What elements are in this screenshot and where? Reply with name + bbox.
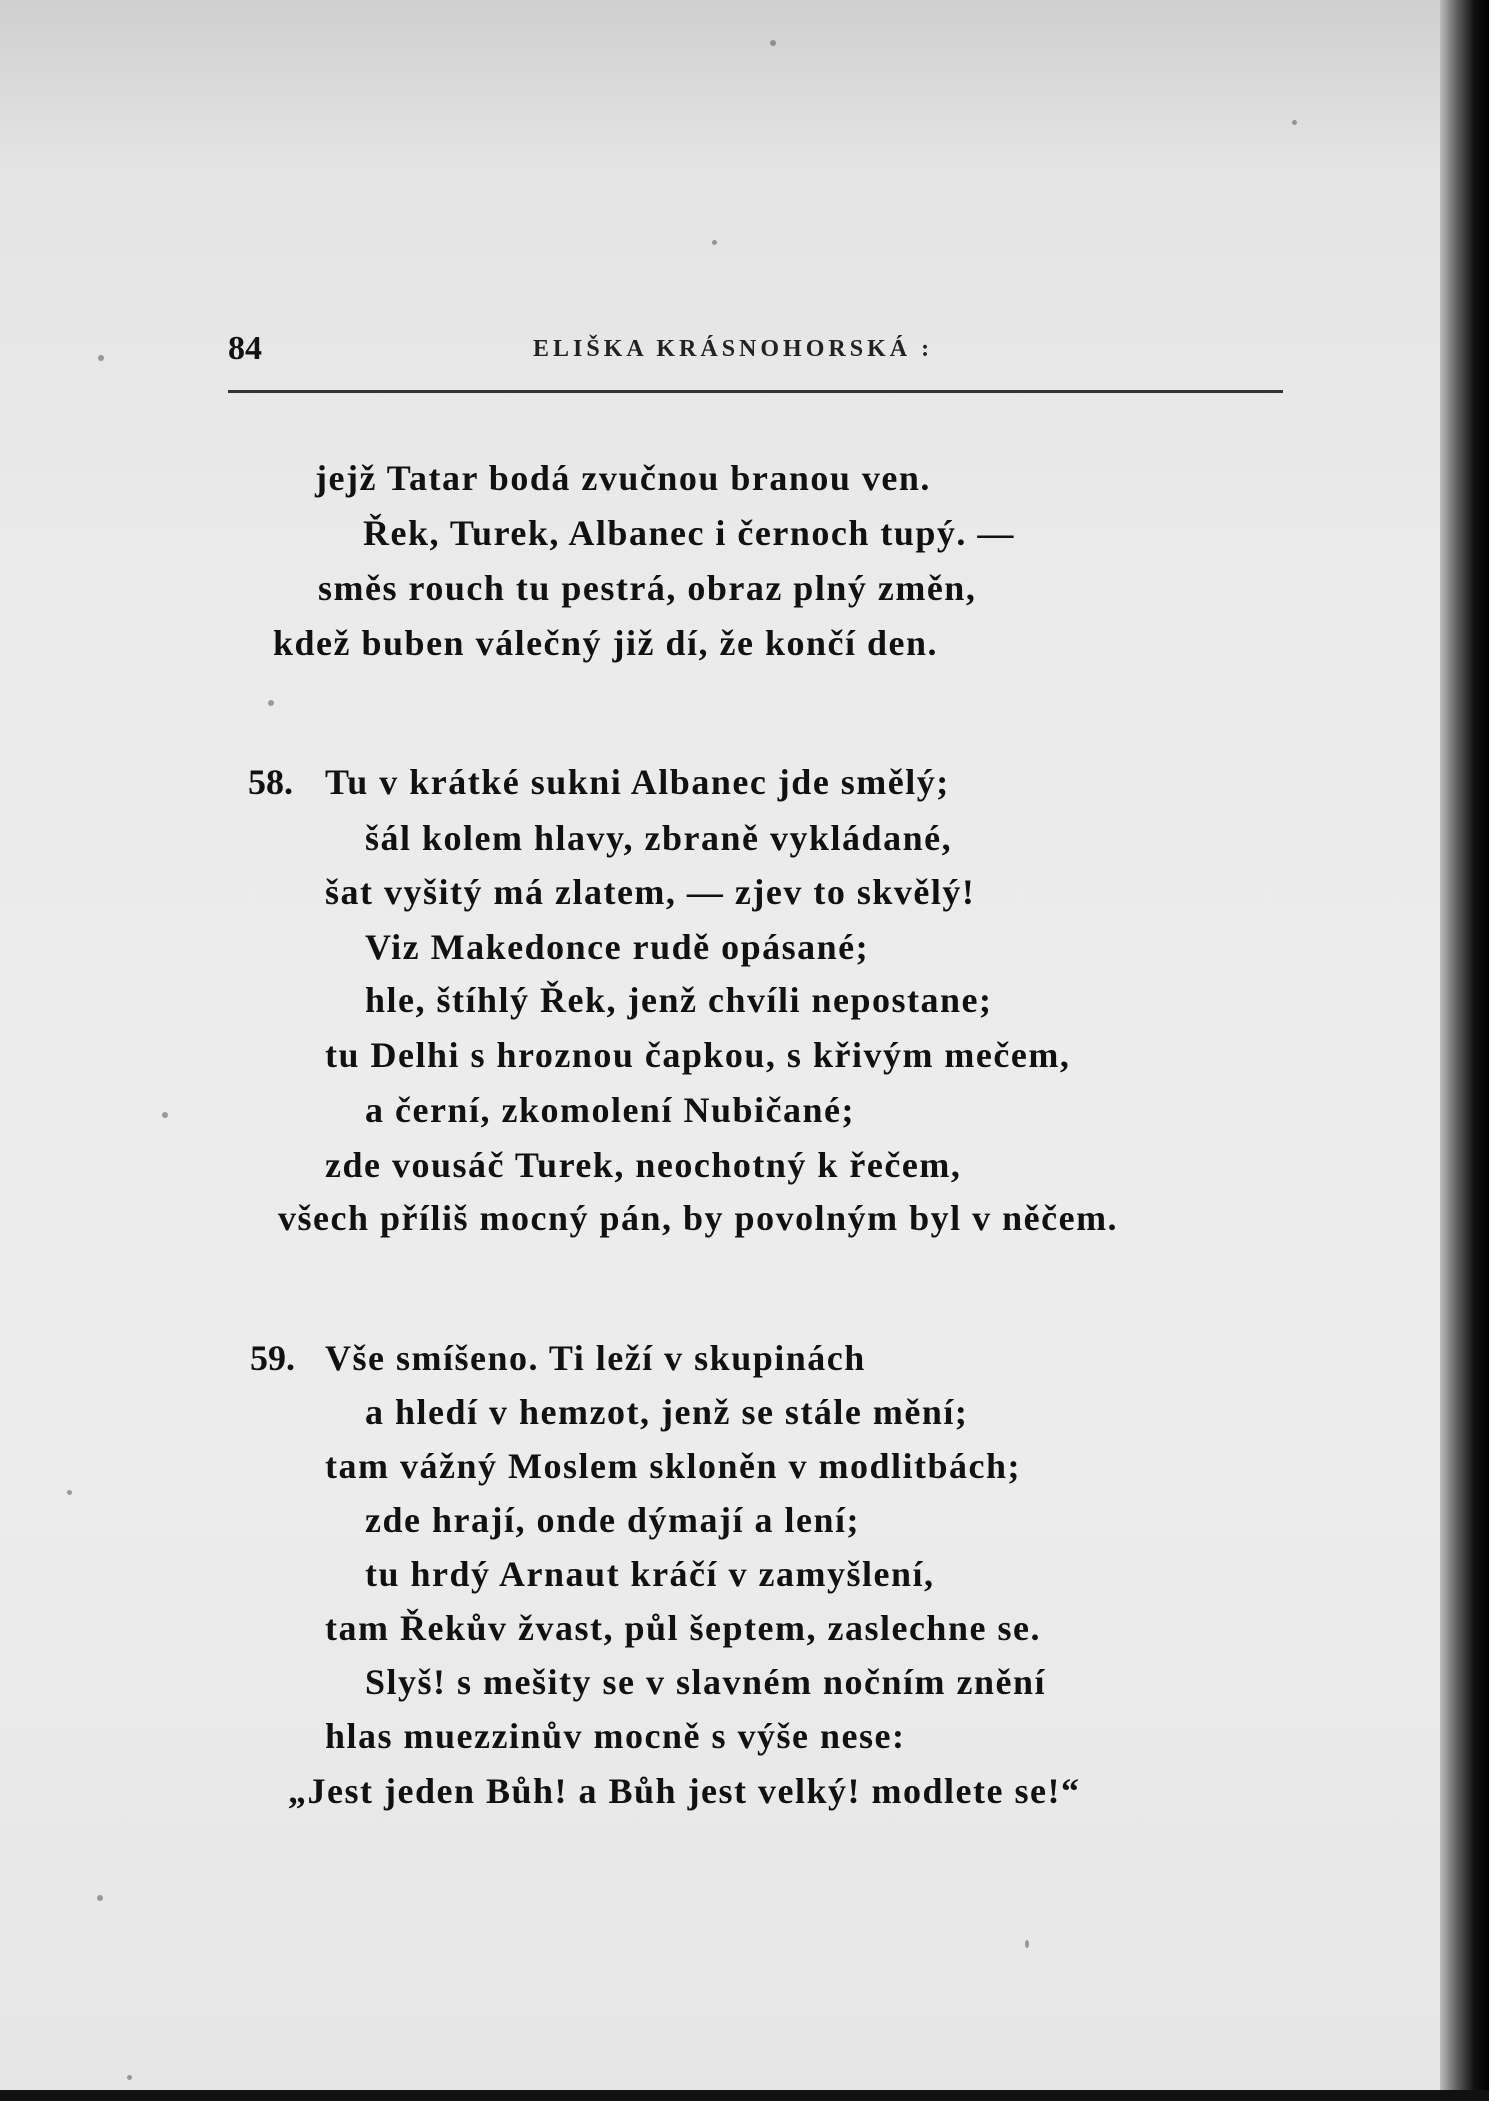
- verse-line: a černí, zkomolení Nubičané;: [365, 1090, 855, 1130]
- scan-speck: [770, 40, 776, 46]
- verse-line: hle, štíhlý Řek, jenž chvíli nepostane;: [365, 980, 993, 1020]
- scan-speck: [127, 2075, 132, 2080]
- verse-line: Slyš! s mešity se v slavném nočním znění: [365, 1662, 1046, 1702]
- stanza-number: 58.: [248, 762, 293, 802]
- verse-line: tam vážný Moslem skloněn v modlitbách;: [325, 1446, 1021, 1486]
- verse-line: zde hrají, onde dýmají a lení;: [365, 1500, 860, 1540]
- page-edge-shadow: [1440, 0, 1489, 2101]
- running-head: ELIŠKA KRÁSNOHORSKÁ :: [533, 336, 934, 362]
- verse-line: Viz Makedonce rudě opásané;: [365, 927, 870, 967]
- page-edge-bottom: [0, 2090, 1489, 2101]
- verse-line: Tu v krátké sukni Albanec jde smělý;: [325, 762, 950, 802]
- verse-line: kdež buben válečný již dí, že končí den.: [273, 623, 939, 663]
- verse-line: šál kolem hlavy, zbraně vykládané,: [365, 818, 953, 858]
- verse-line: Vše smíšeno. Ti leží v skupinách: [325, 1338, 866, 1378]
- scan-speck: [98, 355, 104, 361]
- scan-speck: [268, 700, 274, 706]
- verse-line: tu Delhi s hroznou čapkou, s křivým mečem,: [325, 1035, 1071, 1075]
- page-header: [228, 330, 1283, 376]
- verse-line: šat vyšitý má zlatem, — zjev to skvělý!: [325, 872, 976, 912]
- verse-line: tam Řekův žvast, půl šeptem, zaslechne se.: [325, 1608, 1041, 1648]
- page-number: 84: [228, 330, 262, 367]
- scan-speck: [712, 240, 717, 245]
- header-rule: [228, 390, 1283, 393]
- verse-line: Řek, Turek, Albanec i černoch tupý. —: [363, 513, 1015, 553]
- verse-line: hlas muezzinův mocně s výše nese:: [325, 1716, 906, 1756]
- verse-line: směs rouch tu pestrá, obraz plný změn,: [318, 568, 977, 608]
- verse-line: všech příliš mocný pán, by povolným byl v něčem.: [278, 1198, 1119, 1238]
- stanza-number: 59.: [250, 1338, 295, 1378]
- scan-speck: [162, 1112, 168, 1118]
- verse-line: zde vousáč Turek, neochotný k řečem,: [325, 1145, 962, 1185]
- verse-line: a hledí v hemzot, jenž se stále mění;: [365, 1392, 969, 1432]
- verse-line: jejž Tatar bodá zvučnou branou ven.: [315, 458, 931, 498]
- verse-line: „Jest jeden Bůh! a Bůh jest velký! modlete se!“: [288, 1771, 1081, 1811]
- verse-line: tu hrdý Arnaut kráčí v zamyšlení,: [365, 1554, 935, 1594]
- scan-speck: [1292, 120, 1297, 125]
- scan-speck: [1025, 1940, 1029, 1948]
- scan-speck: [97, 1895, 103, 1901]
- scan-speck: [67, 1490, 72, 1495]
